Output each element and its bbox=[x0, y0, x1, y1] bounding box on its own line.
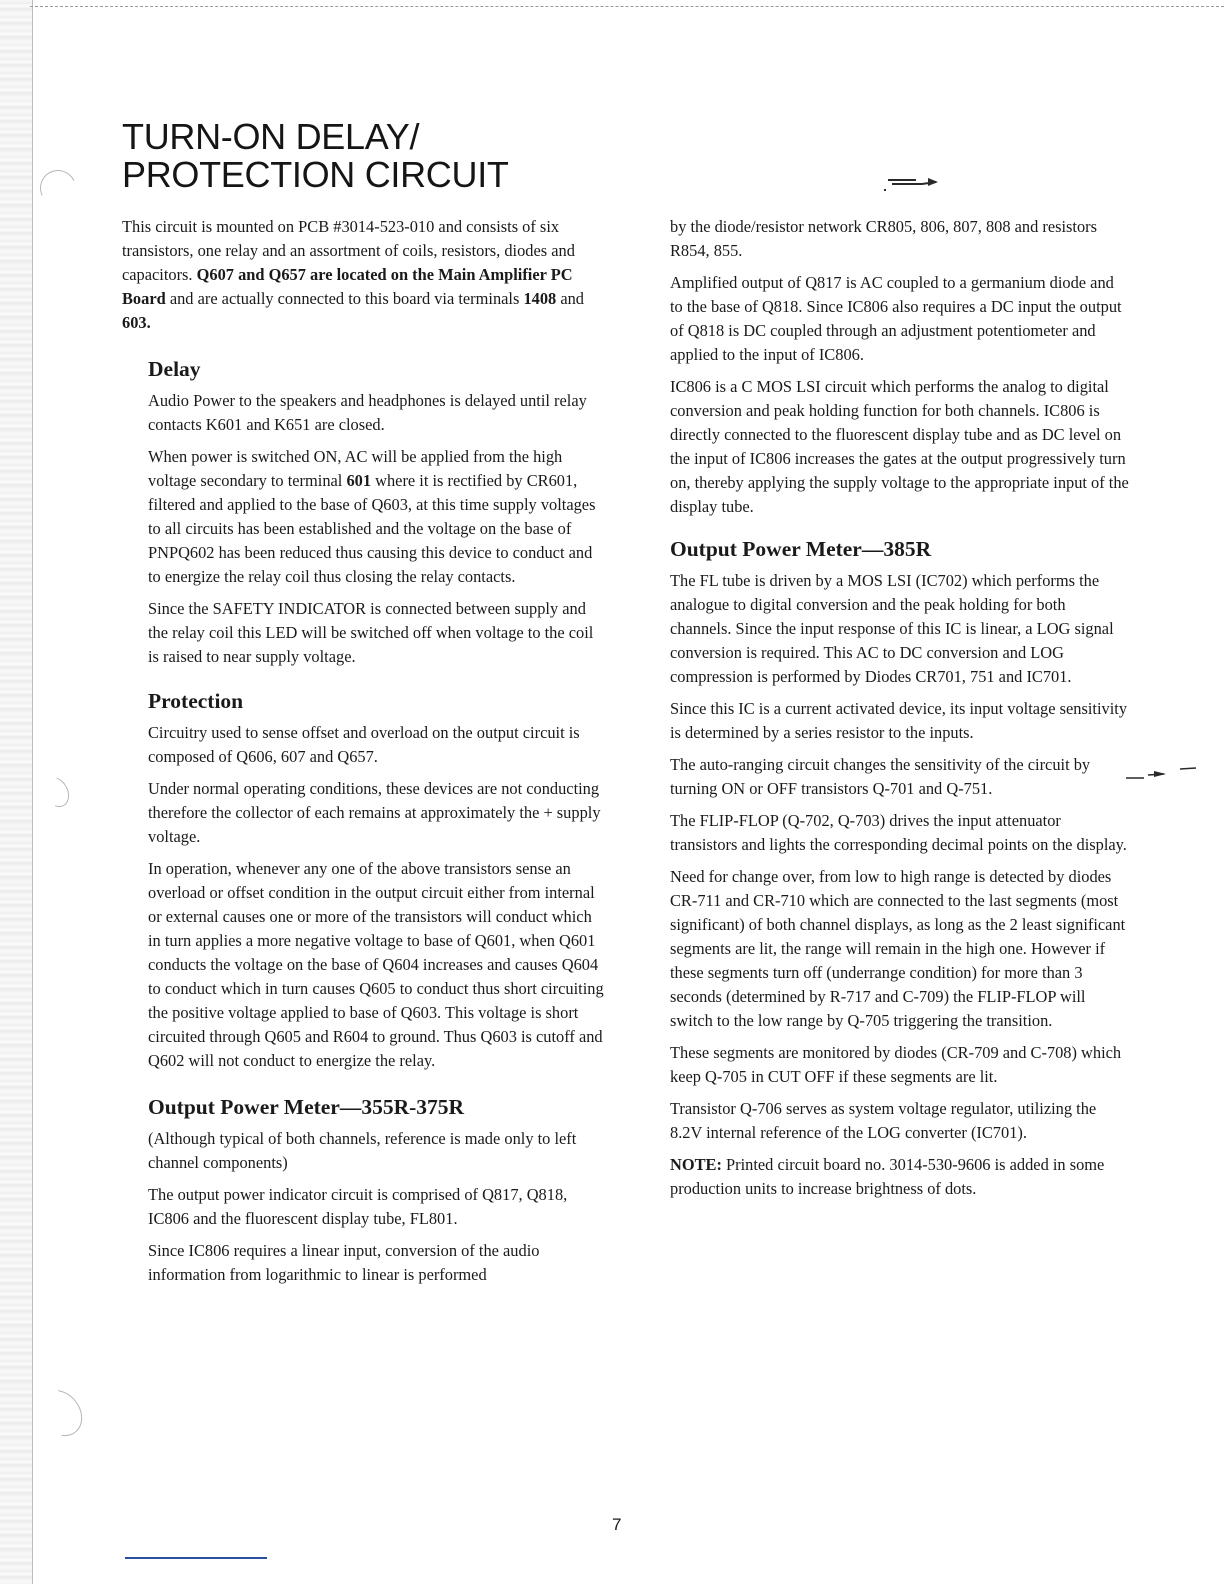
meter-385-paragraph: These segments are monitored by diodes (CR-709 and C-708) which keep Q-705 in CUT OFF if these segments are lit. bbox=[670, 1043, 1122, 1086]
top-scan-rule bbox=[30, 6, 1224, 7]
margin-arrow-mark bbox=[878, 172, 942, 194]
left-column bbox=[122, 215, 607, 1295]
right-column bbox=[670, 215, 1130, 1209]
delay-bold-terminal: 601 bbox=[346, 471, 372, 490]
scan-edge-shading bbox=[0, 0, 32, 1584]
intro-text: This circuit is mounted on PCB #3014-523-010 and consists of six transistors, one relay and an assortment of coils, resistors, diodes and capacitors. bbox=[122, 217, 575, 284]
note-paragraph bbox=[670, 1153, 1130, 1201]
delay-text: where it is rectified by CR601, filtered and applied to the base of Q603, at this time supply voltages to all circuits has been established and the voltage on the base of PNPQ602 has been reduced thus causing this device to conduct and to energize the relay coil thus closing the relay contacts. bbox=[148, 471, 596, 586]
margin-arrow-mark bbox=[1124, 762, 1204, 784]
binder-hole-mark bbox=[35, 165, 81, 211]
section-heading-protection: Protection bbox=[148, 689, 244, 713]
intro-paragraph bbox=[122, 215, 607, 335]
protection-paragraph: In operation, whenever any one of the above transistors sense an overload or offset condition in the output circuit either from internal or external causes one or more of the transistors will conduct which in turn applies a more negative voltage to base of Q601, when Q601 conducts the voltage on the base of Q604 increases and causes Q604 to conduct which in turn causes Q605 to conduct thus short circuiting the positive voltage applied to base of Q603. This voltage is short circuited through Q605 and R604 to ground. Thus Q603 is cutoff and Q602 will not conduct to energize the relay. bbox=[148, 859, 604, 1070]
title-line-2: PROTECTION CIRCUIT bbox=[122, 154, 509, 195]
page-title bbox=[122, 118, 509, 194]
meter-355-paragraph: (Although typical of both channels, reference is made only to left channel components) bbox=[148, 1129, 577, 1172]
section-heading-delay: Delay bbox=[148, 357, 201, 381]
title-line-1: TURN-ON DELAY/ bbox=[122, 116, 420, 157]
delay-paragraph: Since the SAFETY INDICATOR is connected between supply and the relay coil this LED will be switched off when voltage to the coil is raised to near supply voltage. bbox=[148, 599, 594, 666]
intro-text: and are actually connected to this board via terminals bbox=[165, 289, 524, 308]
section-heading-output-power-meter-355r: Output Power Meter—355R-375R bbox=[148, 1095, 465, 1119]
meter-385-paragraph: The FLIP-FLOP (Q-702, Q-703) drives the input attenuator transistors and lights the corresponding decimal points on the display. bbox=[670, 811, 1127, 854]
page-number: 7 bbox=[612, 1515, 622, 1534]
section-heading-output-power-meter-385r: Output Power Meter—385R bbox=[670, 537, 932, 561]
meter-355-paragraph: The output power indicator circuit is comprised of Q817, Q818, IC806 and the fluorescent display tube, FL801. bbox=[148, 1185, 568, 1228]
meter-385-paragraph: Since this IC is a current activated device, its input voltage sensitivity is determined by a series resistor to the inputs. bbox=[670, 699, 1128, 742]
meter-385-paragraph: Need for change over, from low to high range is detected by diodes CR-711 and CR-710 which are connected to the last segments (most significant) of both channel displays, as long as the 2 least significant segments are lit, the range will remain in the high one. However if these segments turn off (underrange condition) for more than 3 seconds (determined by R-717 and C-709) the FLIP-FLOP will switch to the low range by Q-705 triggering the transition. bbox=[670, 867, 1126, 1030]
meter-385-paragraph: Transistor Q-706 serves as system voltage regulator, utilizing the 8.2V internal reference of the LOG converter (IC701). bbox=[670, 1099, 1097, 1142]
intro-text: and bbox=[556, 289, 584, 308]
delay-text: When power is switched ON, AC will be applied from the high voltage secondary to terminal bbox=[148, 447, 563, 490]
footer-rule bbox=[125, 1557, 267, 1559]
binder-hole-mark bbox=[29, 1381, 92, 1445]
binder-hole-mark bbox=[38, 772, 75, 812]
meter-355-paragraph: Since IC806 requires a linear input, conversion of the audio information from logarithmic to linear is performed bbox=[148, 1241, 540, 1284]
intro-bold-location: Q607 and Q657 are located on the Main Amplifier PC Board bbox=[122, 265, 573, 308]
delay-paragraph bbox=[148, 445, 607, 589]
right-paragraph: IC806 is a C MOS LSI circuit which performs the analog to digital conversion and peak holding function for both channels. IC806 is directly connected to the fluorescent display tube and as DC level on the input of IC806 increases the gates at the output progressively turn on, thereby applying the supply voltage to the appropriate input of the display tube. bbox=[670, 377, 1129, 516]
right-paragraph: by the diode/resistor network CR805, 806, 807, 808 and resistors R854, 855. bbox=[670, 217, 1098, 260]
delay-paragraph: Audio Power to the speakers and headphones is delayed until relay contacts K601 and K651 are closed. bbox=[148, 391, 587, 434]
scan-edge-line bbox=[32, 0, 33, 1584]
meter-385-paragraph: The auto-ranging circuit changes the sensitivity of the circuit by turning ON or OFF transistors Q-701 and Q-751. bbox=[670, 755, 1091, 798]
intro-bold-terminal: 603. bbox=[122, 313, 151, 332]
intro-bold-terminal: 1408 bbox=[523, 289, 557, 308]
meter-385-paragraph: The FL tube is driven by a MOS LSI (IC702) which performs the analogue to digital conversion and the peak holding for both channels. Since the input response of this IC is linear, a LOG signal conversion is required. This AC to DC conversion and LOG compression is performed by Diodes CR701, 751 and IC701. bbox=[670, 571, 1114, 686]
right-paragraph: Amplified output of Q817 is AC coupled to a germanium diode and to the base of Q818. Since IC806 also requires a DC input the output of Q818 is DC coupled through an adjustment potentiometer and applied to the input of IC806. bbox=[670, 273, 1122, 364]
note-label: NOTE: bbox=[670, 1155, 722, 1174]
protection-paragraph: Circuitry used to sense offset and overload on the output circuit is composed of Q606, 607 and Q657. bbox=[148, 723, 580, 766]
protection-paragraph: Under normal operating conditions, these devices are not conducting therefore the collector of each remains at approximately the + supply voltage. bbox=[148, 779, 601, 846]
note-text: Printed circuit board no. 3014-530-9606 is added in some production units to increase brightness of dots. bbox=[670, 1155, 1105, 1198]
